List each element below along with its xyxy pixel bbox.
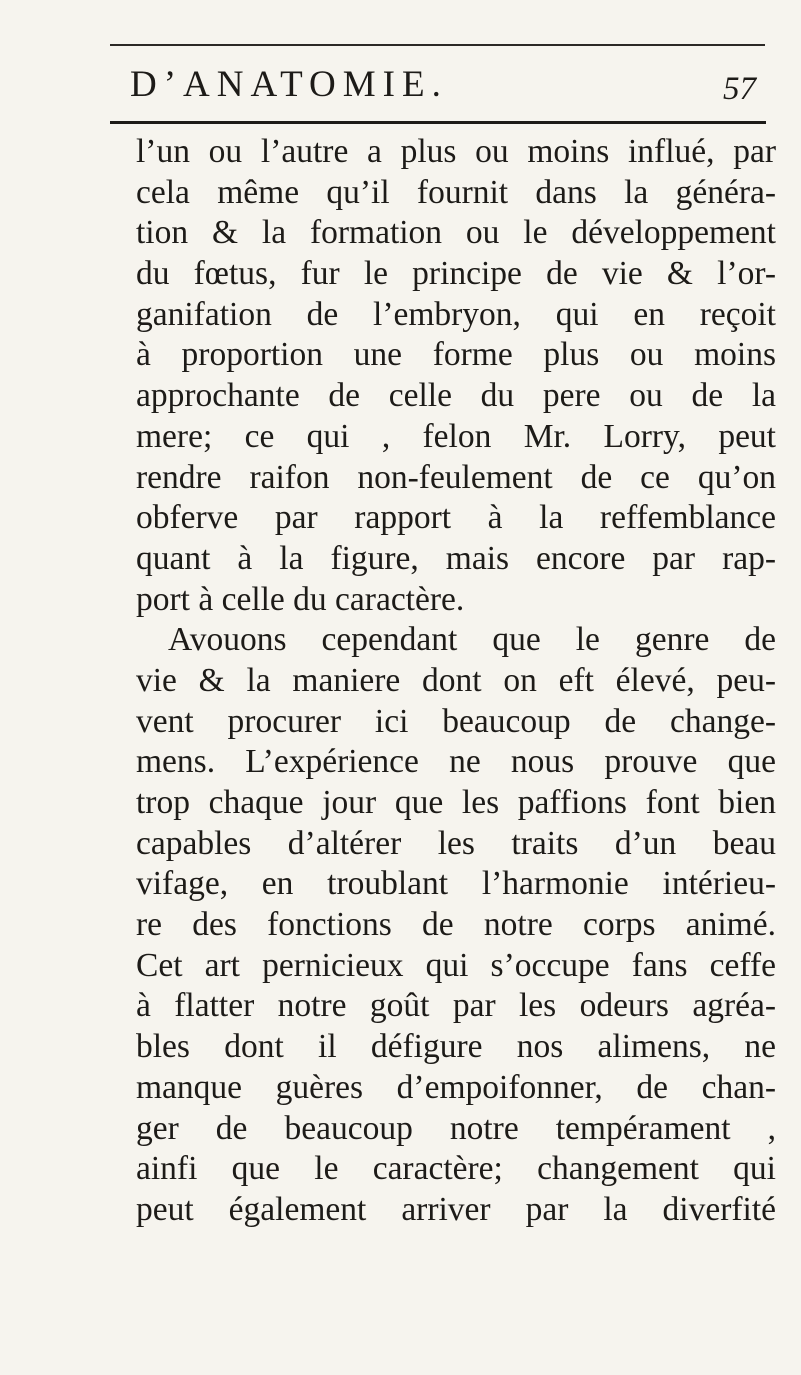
text-line: vent procurer ici beaucoup de change- xyxy=(136,702,776,740)
page-number: 57 xyxy=(723,71,756,107)
text-line: vie & la maniere dont on eft élevé, peu- xyxy=(136,661,776,699)
text-line: mere; ce qui , felon Mr. Lorry, peut xyxy=(136,417,776,455)
text-line: du fœtus, fur le principe de vie & l’or- xyxy=(136,255,776,293)
body-text xyxy=(136,132,776,1231)
text-line: cela même qu’il fournit dans la généra- xyxy=(136,173,776,211)
text-line: Avouons cependant que le genre de xyxy=(168,621,776,659)
text-line: trop chaque jour que les paffions font bien xyxy=(136,784,776,821)
text-line: bles dont il défigure nos alimens, ne xyxy=(136,1028,776,1066)
text-line: re des fonctions de notre corps animé. xyxy=(136,906,776,944)
text-line: mens. L’expérience ne nous prouve que xyxy=(136,743,776,781)
text-line: quant à la figure, mais encore par rap- xyxy=(136,539,776,577)
header-rule xyxy=(110,121,766,124)
text-line: approchante de celle du pere ou de la xyxy=(136,377,776,415)
text-line: ganifation de l’embryon, qui en reçoit xyxy=(136,295,776,333)
text-line: ainfi que le caractère; changement qui xyxy=(136,1150,776,1188)
text-line: port à celle du caractère. xyxy=(136,580,465,618)
text-line: vifage, en troublant l’harmonie intérieu- xyxy=(136,865,776,903)
text-line: tion & la formation ou le développement xyxy=(136,214,776,252)
text-line: à flatter notre goût par les odeurs agréa- xyxy=(136,987,776,1025)
text-line: à proportion une forme plus ou moins xyxy=(136,336,776,374)
text-line: Cet art pernicieux qui s’occupe fans ceffe xyxy=(136,946,776,984)
text-line: rendre raifon non-feulement de ce qu’on xyxy=(136,458,776,496)
text-line: obferve par rapport à la reffemblance xyxy=(136,499,776,537)
running-title: D’ANATOMIE. xyxy=(130,64,448,105)
text-line: ger de beaucoup notre tempérament , xyxy=(136,1109,776,1147)
top-rule xyxy=(110,44,765,46)
text-line: l’un ou l’autre a plus ou moins influé, par xyxy=(136,133,776,170)
text-line: peut également arriver par la diverfité xyxy=(136,1190,776,1228)
text-line: manque guères d’empoifonner, de chan- xyxy=(136,1068,776,1106)
text-line: capables d’altérer les traits d’un beau xyxy=(136,824,776,862)
running-head xyxy=(118,62,758,108)
